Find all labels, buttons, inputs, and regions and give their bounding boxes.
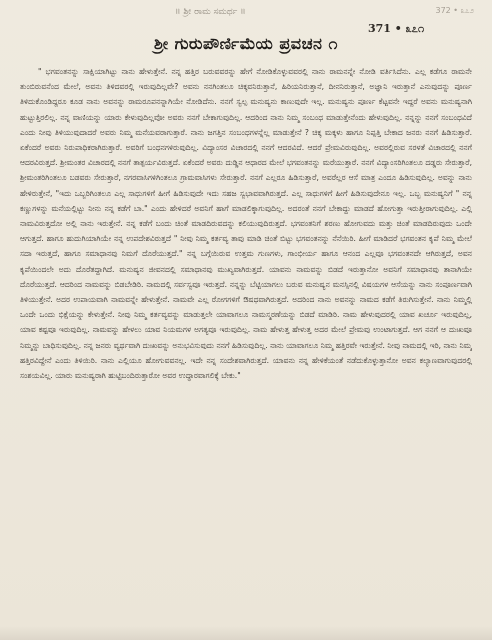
page-stamp: 372 • ೩೭೨ — [435, 6, 474, 15]
running-header — [0, 4, 492, 20]
running-title: ॥ ಶ್ರೀ ರಾಮ ಸಮರ್ಥ ॥ — [175, 7, 246, 17]
page-title: ಶ್ರೀ ಗುರುಪೌರ್ಣಿಮೆಯ ಪ್ರವಚನ ೧ — [154, 34, 338, 53]
page-number: 371 • ೩೭೧ — [368, 22, 425, 35]
page-edge-shadow — [0, 626, 492, 640]
body-paragraph: " ಭಗವಂತನನ್ನು ಸಾಕ್ಷಿಯಾಗಿಟ್ಟು ನಾನು ಹೇಳುತ್ತೇನೆ. ನನ್ನ ಹತ್ತಿರ ಬರುವವರನ್ನು ಹೇಗೆ ನೋಡಿಕೊಳ್ಳುವವರಲ್ಲಿ ನಾನು ರಾಮನನ್ನೇ ನೋಡಿ ವರ್ತಿಸಿದೆನು. ಎಲ್ಲ ಕಡೆಗೂ ರಾಮನೇ ತುಂಬಿರುವನೆಂದ ಮೇಲೆ, ಅವನು ತಿಳಿದವರಲ್ಲಿ ಇರುವುದಿಲ್ಲವೇ? ಅವನು ನನಗಿಂತಲೂ ಚಿಕ್ಕವನಿರುತ್ತಾನೆ, ಹಿರಿಯನಿರುತ್ತಾನೆ, ದೀನನಿರುತ್ತಾನೆ, ಅಜ್ಞಾನಿ ಇರುತ್ತಾನೆ ಎನುವುದನ್ನು ಪೂರ್ಣ ತಿಳಿದುಕೊಂಡಿದ್ದರೂ ಕೂಡ ನಾನು ಅವನನ್ನು ರಾಮರೂಪನನ್ನಾಗಿಯೇ ನೋಡಿದೆನು. ನನಗೆ ಸ್ವಲ್ಪ ಮನುಷ್ಯನು ಕಾಣುವುದೇ ಇಲ್ಲ. ಮನುಷ್ಯನು ಪೂರ್ಣ ಕೆಟ್ಟವನೇ ಇದ್ದರೆ ಅವನು ಮನುಷ್ಯನಾಗಿ ಹುಟ್ಟುತ್ತಿರಲಿಲ್ಲ. ನನ್ನ ವಾಣಿಯನ್ನು ಯಾರು ಕೇಳುವುದಿಲ್ಲವೋ ಅವರು ನನಗೆ ಬೇಕಾಗುವುದಿಲ್ಲ. ಆದರಿಂದ ನಾನು ನಿಮ್ಮ ಸಂಬಂಧ ಮಾಡುತ್ತೇನೆಂದು ಹೇಳುವುದಿಲ್ಲ. ನನ್ನನ್ನು ನನಗೆ ಸಂಬಂಧವಿದೆ ಎಂದು ನೀವು ತಿಳಿಯುವುದಾದರೆ ಅವರು ನಿಮ್ಮ ಮನೆಯವರಾಗುತ್ತಾರೆ. ನಾನು ಜಗತ್ತಿನ ಸಂಬಂಧಗಳನ್ನೆಲ್ಲ ಮಾಡುತ್ತೇನೆ ? ಚಿಕ್ಕ ಮಕ್ಕಳು ಹಾಗೂ ನಿಪ್ಪತ್ತಿ ಬೇಕಾದ ಜನರು ನನಗೆ ಹಿಡಿಸುತ್ತಾರೆ. ಏಕೆಂದರೆ ಅವರು ನಿರುಪಾಧಿಕರಾಗಿರುತ್ತಾರೆ. ಅವರಿಗೆ ಬಂಧನಗಳಿರುವುದಿಲ್ಲ. ವಿದ್ಯಾಂಸರ ವಿಚಾರದಲ್ಲಿ ನನಗೆ ಆದರವಿದೆ. ಆದರೆ ಪ್ರೇಮವಿರುವುದಿಲ್ಲ. ಅವರಲ್ಲಿರುವ ಸರಳತೆ ವಿಚಾರದಲ್ಲಿ ನನಗೆ ಆದರವಿರುತ್ತದೆ. ಶ್ರೀಮಂತರ ವಿಚಾರದಲ್ಲಿ ನನಗೆ ತಾತ್ಪರ್ಯವಿರುತ್ತದೆ. ಏಕೆಂದರೆ ಅವರು ದುಡ್ಡಿನ ಆಧಾರದ ಮೇಲೆ ಭಗವಂತನನ್ನು ಮರೆಯುತ್ತಾರೆ. ನನಗೆ ವಿದ್ಯಾಂಸರಿಗಿಂತಲೂ ದಡ್ಡರು ಸೇರುತ್ತಾರೆ, ಶ್ರೀಮಂತರಿಗಿಂತಲೂ ಬಡವರು ಸೇರುತ್ತಾರೆ, ನಗರವಾಸಿಗಳಿಗಿಂತಲೂ ಗ್ರಾಮವಾಸಿಗಳು ಸೇರುತ್ತಾರೆ. ನನಗೆ ಎಲ್ಲರೂ ಹಿಡಿಸುತ್ತಾರೆ, ಅವರೆಲ್ಲರ ಆಸೆ ಮಾತ್ರ ಎಂದೂ ಹಿಡಿಸುವುದಿಲ್ಲ. ಅವನ್ನು ನಾನು ಹೇಳಿರುತ್ತೇನೆ, "ಇದು ಒಬ್ಬರಿಗಿಂತಲೂ ಎಲ್ಲ ಸಾಧುಗಳಿಗೆ ಹೀಗೆ ಹಿಡಿಸುವುದೇ ಇದು ಸಹಜ ಸ್ವಭಾವವಾಗಿರುತ್ತದೆ. ಎಲ್ಲ ಸಾಧುಗಳಿಗೆ ಹೀಗೆ ಹಿಡಿಸುವುದೇನೂ ಇಲ್ಲ. ಒಬ್ಬ ಮನುಷ್ಯನಿಗೆ " ನನ್ನ ಕಣ್ಣುಗಳನ್ನು ಮನೆಯಲ್ಲಿಟ್ಟು ನೀನು ನನ್ನ ಕಡೆಗೆ ಬಾ." ಎಂದು ಹೇಳಿದರೆ ಅವನಿಗೆ ಹಾಗೆ ಮಾಡಲಿಕ್ಕಾಗುವುದಿಲ್ಲ. ಅದರಂತೆ ನನಗೆ ಬೇಕಾದ್ದು ಮಾಡದೆ ಹೋಗುತ್ತಾ ಇರುತ್ತೀರಾಗುವುದಿಲ್ಲ. ಎಲ್ಲಿ ನಾಮವಿರುತ್ತದೋ ಅಲ್ಲಿ ನಾನು ಇರುತ್ತೇನೆ. ನನ್ನ ಕಡೆಗೆ ಬಂದು ಚಿಂತೆ ಮಾಡದಿರುವದನ್ನು ಕಲಿಯುವುದಿರುತ್ತದೆ. ಭಗವಂತನಿಗೆ ಶರಣು ಹೋಗುವದು ಮತ್ತು ಚಿಂತೆ ಮಾಡದಿರುವುದು ಒಂದೇ ಆಗುತ್ತದೆ. ಹಾಗೂ ಹುದುಗಿಯಾಗಿಯೇ ನನ್ನ ಉಪದೇಶವಿರುತ್ತದೆ " ನೀವು ನಿಮ್ಮ ಕರ್ತವ್ಯ ತಾವು ಮಾಡಿ ಚಿಂತೆ ಬಿಟ್ಟು ಭಗವಂತನನ್ನು ನೆನೆಯಿರಿ. ಹೀಗೆ ಮಾಡಿದರೆ ಭಗವಂತನ ಕೃಪೆ ನಿಮ್ಮ ಮೇಲೆ ಸದಾ ಇರುತ್ತದೆ, ಹಾಗೂ ಸಮಾಧಾನವು ನಿಮಗೆ ದೊರೆಯುತ್ತದೆ." ನನ್ನ ಬಗ್ಗೆಯಿರುವ ಉತ್ತಮ ಗುಣಗಳು, ಗಾಂಭೀರ್ಯ ಹಾಗೂ ಆನಂದ ಎಲ್ಲವೂ ಭಗವಂತನದೇ ಆಗಿರುತ್ತದೆ, ಅವನ ಕೃಪೆಯಿಂದಲೇ ಅದು ದೊರೆತದ್ದಾಗಿದೆ. ಮನುಷ್ಯನ ಜೀವನದಲ್ಲಿ ಸಮಾಧಾನವು ಮುಖ್ಯವಾಗಿರುತ್ತದೆ. ಯಾವನು ನಾಮವನ್ನು ಬಿಡದೆ ಇರುತ್ತಾನೋ ಅವನಿಗೆ ಸಮಾಧಾನವು ತಾನಾಗಿಯೇ ದೊರೆಯುತ್ತದೆ. ಆದರಿಂದ ನಾಮವನ್ನು ಬಿಡಬೇಡಿರಿ. ನಾಮದಲ್ಲಿ ಸರ್ವಸ್ವವೂ ಇರುತ್ತದೆ. ನನ್ನನ್ನು ಬೆಟ್ಟಿಯಾಗಲು ಬರುವ ಮನುಷ್ಯನ ಮನಸ್ಸಿನಲ್ಲಿ ವಿಷಯಗಳ ಆಸೆಯನ್ನು ನಾನು ಸಂಪೂರ್ಣವಾಗಿ ತಿಳಿಯುತ್ತೇನೆ. ಅದರ ಉಪಾಯವಾಗಿ ನಾಮವನ್ನೇ ಹೇಳುತ್ತೇನೆ. ನಾಮವೇ ಎಲ್ಲ ರೋಗಗಳಿಗೆ ಔಷಧವಾಗಿರುತ್ತದೆ. ಅದರಿಂದ ನಾನು ಅವನನ್ನು ನಾಮದ ಕಡೆಗೆ ತಿರುಗಿಸುತ್ತೇನೆ. ನಾನು ನಿಮ್ಮಲ್ಲಿ ಒಂದೇ ಒಂದು ಭಿಕ್ಷೆಯನ್ನು ಕೇಳುತ್ತೇನೆ. ನೀವು ನಿಮ್ಮ ಕರ್ತವ್ಯವನ್ನು ಮಾಡುತ್ತಲೇ ಯಾವಾಗಲೂ ನಾಮಸ್ಮರಣೆಯನ್ನು ಬಿಡದೆ ಮಾಡಿರಿ. ನಾಮ ಹೇಳುವುದರಲ್ಲಿ ಯಾವ ಖರ್ಚೂ ಇರುವುದಿಲ್ಲ, ಯಾವ ಕಷ್ಟವೂ ಇರುವುದಿಲ್ಲ. ನಾಮವನ್ನು ಹೇಳಲು ಯಾವ ನಿಯಮಗಳ ಅಗತ್ಯವೂ ಇರುವುದಿಲ್ಲ. ನಾಮ ಹೇಳುತ್ತ ಹೇಳುತ್ತ ಅದರ ಮೇಲೆ ಪ್ರೇಮವು ಉಂಟಾಗುತ್ತದೆ. ಆಗ ನನಗೆ ಆ ದುಃಖವೂ ನಿಮ್ಮನ್ನು ಬಾಧಿಸುವುದಿಲ್ಲ. ನನ್ನ ಜನರು ವ್ಯರ್ಥವಾಗಿ ದುಃಖವನ್ನು ಅನುಭವಿಸುವುದು ನನಗೆ ಹಿಡಿಸುವುದಿಲ್ಲ. ನಾನು ಯಾವಾಗಲೂ ನಿಮ್ಮ ಹತ್ತಿರವೇ ಇರುತ್ತೇನೆ. ನೀವು ನಾಮದಲ್ಲಿ ಇರಿ, ನಾನು ನಿಮ್ಮ ಹತ್ತಿರವಿದ್ದೇನೆ ಎಂದು ತಿಳಿಯಿರಿ. ನಾನು ಎಲ್ಲಿಯೂ ಹೋಗುವವನಲ್ಲ. ಇದೇ ನನ್ನ ಸಂದೇಶವಾಗಿರುತ್ತದೆ. ಯಾವನು ನನ್ನ ಹೇಳಿಕೆಯಂತೆ ನಡೆದುಕೊಳ್ಳುತ್ತಾನೋ ಅವನ ಕಲ್ಯಾಣವಾಗುವುದರಲ್ಲಿ ಸಂಶಯವಿಲ್ಲ. ಯಾರು ಮನುಷ್ಯರಾಗಿ ಹುಟ್ಟಿಬಂದಿರುತ್ತಾರೋ ಅವರ ಉದ್ಧಾರವಾಗಲಿಕ್ಕೆ ಬೇಕು." — [20, 67, 472, 381]
body-text — [20, 64, 472, 624]
